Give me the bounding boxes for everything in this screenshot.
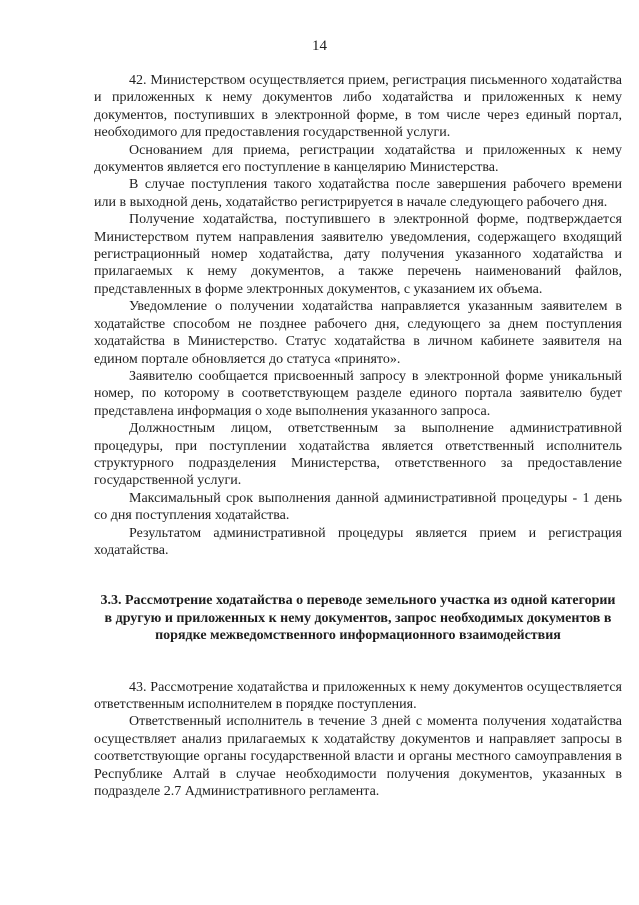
page-number: 14	[312, 38, 327, 54]
paragraph: Основанием для приема, регистрации ходатайства и приложенных к нему документов является его поступление в канцелярию Министерства.	[94, 142, 622, 176]
paragraph: Результатом административной процедуры является прием и регистрация ходатайства.	[94, 525, 622, 558]
paragraph: Максимальный срок выполнения данной административной процедуры - 1 день со дня поступления ходатайства.	[94, 490, 622, 524]
paragraph: Заявителю сообщается присвоенный запросу в электронной форме уникальный номер, по которому в соответствующем разделе единого портала заявителю будет представлена информация о ходе выполнения указанного запроса.	[94, 368, 622, 419]
paragraph-42: 42. Министерством осуществляется прием, регистрация письменного ходатайства и приложенных к нему документов либо ходатайства и приложенных к нему документов, поступивших в электронной форме, в том числе через единый портал, необходимого для предоставления государственной услуги.	[94, 73, 622, 141]
paragraph: В случае поступления такого ходатайства после завершения рабочего времени или в выходной день, ходатайство регистрируется в начале следующего рабочего дня.	[94, 177, 622, 210]
document-body	[94, 72, 622, 800]
paragraph: Ответственный исполнитель в течение 3 дней с момента получения ходатайства осуществляет анализ прилагаемых к ходатайству документов и направляет запросы в соответствующие органы государственной власти и органы местного самоуправления в Республике Алтай в случае необходимости получения документов, указанных в подразделе 2.7 Административного регламента.	[94, 714, 622, 800]
section-heading-3-3: 3.3. Рассмотрение ходатайства о переводе земельного участка из одной категории в другую и приложенных к нему документов, запрос необходимых документов в порядке межведомственного информационного взаимодействия	[100, 593, 616, 644]
paragraph: Уведомление о получении ходатайства направляется указанным заявителем в ходатайстве способом не позднее рабочего дня, следующего за днем поступления ходатайства в Министерство. Статус ходатайства в личном кабинете заявителя на едином портале обновляется до статуса «принято».	[94, 299, 622, 367]
paragraph: Получение ходатайства, поступившего в электронной форме, подтверждается Министерством путем направления заявителю уведомления, содержащего входящий регистрационный номер ходатайства, дату получения указанного ходатайства и прилагаемых к нему документов, а также перечень наименований файлов, представленных в форме электронных документов, с указанием их объема.	[94, 212, 622, 297]
paragraph-43: 43. Рассмотрение ходатайства и приложенных к нему документов осуществляется ответственным исполнителем в порядке поступления.	[94, 679, 622, 712]
paragraph: Должностным лицом, ответственным за выполнение административной процедуры, при поступлении ходатайства является ответственный исполнитель структурного подразделения Министерства, ответственного за предоставление государственной услуги.	[94, 421, 622, 489]
